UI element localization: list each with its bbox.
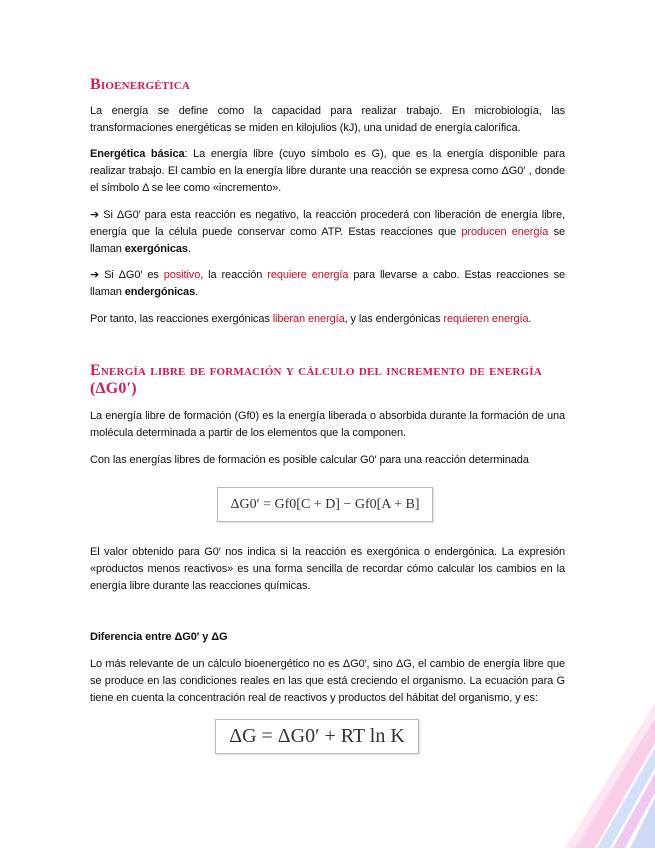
subsection-heading bbox=[90, 629, 565, 646]
paragraph-text bbox=[90, 146, 565, 197]
highlight-text: positivo bbox=[163, 269, 201, 281]
paragraph-calculo bbox=[90, 452, 565, 469]
section-bioenergetica bbox=[90, 76, 565, 94]
paragraph-intro bbox=[90, 103, 565, 137]
paragraph-negative bbox=[90, 207, 565, 258]
decorative-stripes bbox=[555, 698, 655, 848]
heading-text: Diferencia entre ΔG0′ y ΔG bbox=[90, 631, 228, 643]
bold-term: exergónicas bbox=[124, 243, 188, 255]
paragraph-text: El valor obtenido para G0′ nos indica si la reacción es exergónica o endergónica. La expresión «productos menos reactivos» es una forma sencilla de recordar cómo calcular los cambios en la energía libre durante las reacciones químicas. bbox=[90, 546, 565, 592]
paragraph-summary bbox=[90, 311, 565, 328]
text-span: para llevarse a cabo. Estas reacciones se llaman bbox=[90, 269, 566, 298]
paragraph-relevante bbox=[90, 656, 565, 707]
paragraph-formacion bbox=[90, 408, 565, 442]
paragraph-text bbox=[90, 207, 565, 258]
paragraph-text bbox=[90, 267, 565, 301]
paragraph-valor bbox=[90, 544, 565, 595]
formula-delta-g bbox=[215, 719, 419, 754]
paragraph-text bbox=[90, 311, 565, 328]
highlight-text: liberan energía bbox=[272, 313, 345, 325]
text-span: : La energía libre (cuyo símbolo es G), que es la energía disponible para realizar trabajo. El cambio en la energía libre durante una reacción se expresa como ΔG0′ , donde el símbolo Δ se lee como «incremento». bbox=[90, 148, 565, 194]
text-span: se llaman bbox=[90, 226, 565, 255]
highlight-text: requieren energía bbox=[443, 313, 529, 325]
text-span: Por tanto, las reacciones exergónicas bbox=[90, 313, 273, 325]
bold-term: Energética básica bbox=[90, 148, 185, 160]
highlight-text: requiere energía bbox=[267, 269, 349, 281]
text-span: , la reacción bbox=[200, 269, 268, 281]
formula-text: ΔG0′ = Gf0[C + D] − Gf0[A + B] bbox=[230, 496, 420, 512]
section-title: Energía libre de formación y cálculo del incremento de energía (ΔG0′) bbox=[90, 362, 542, 397]
text-span: . bbox=[195, 286, 199, 298]
text-span: . bbox=[187, 243, 191, 255]
paragraph-positive bbox=[90, 267, 565, 301]
text-span: ➔ Si ΔG0′ es bbox=[90, 269, 164, 281]
paragraph-text: La energía se define como la capacidad para realizar trabajo. En microbiología, las transformaciones energéticas se miden en kilojulios (kJ), una unidad de energía calorífica. bbox=[90, 105, 565, 134]
text-span: . bbox=[528, 313, 532, 325]
subsection-diferencia bbox=[90, 629, 565, 646]
paragraph-text: Con las energías libres de formación es posible calcular G0′ para una reacción determinada bbox=[90, 454, 529, 466]
formula-text: ΔG = ΔG0′ + RT ln K bbox=[229, 725, 405, 747]
section-title: Bioenergética bbox=[90, 76, 191, 93]
bold-term: endergónicas bbox=[124, 286, 196, 298]
section-energia-libre bbox=[90, 362, 565, 398]
text-span: , y las endergónicas bbox=[344, 313, 444, 325]
paragraph-text: La energía libre de formación (Gf0) es la energía liberada o absorbida durante la formación de una molécula determinada a partir de los elementos que la componen. bbox=[90, 410, 565, 439]
paragraph-text: Lo más relevante de un cálculo bioenergético no es ΔG0′, sino ΔG, el cambio de energía libre que se produce en las condiciones reales en las que está creciendo el organismo. La ecuación para G tiene en cuenta la concentración real de reactivos y productos del hábitat del organismo, y es: bbox=[90, 658, 565, 704]
text-span: ➔ Si ΔG0′ para esta reacción es negativo, la reacción procederá con liberación de energía libre, energía que la célula puede conservar como ATP. Estas reacciones que bbox=[90, 209, 565, 238]
paragraph-energetica-basica bbox=[90, 146, 565, 197]
formula-delta-g0 bbox=[217, 487, 433, 522]
highlight-text: producen energía bbox=[461, 226, 549, 238]
